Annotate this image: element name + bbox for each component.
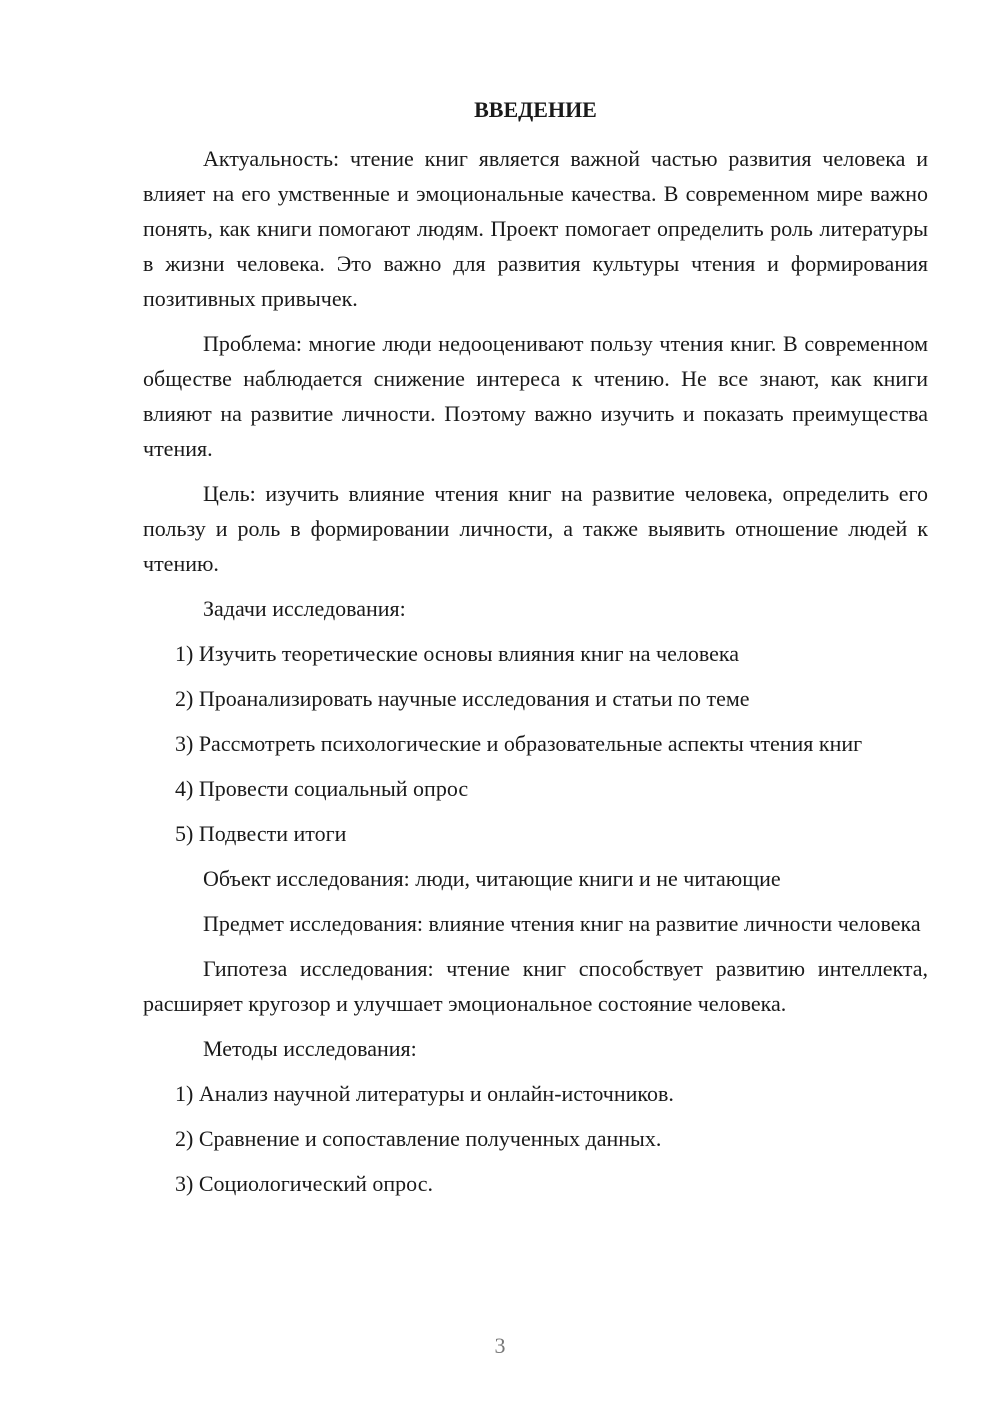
- document-page: [143, 92, 928, 1211]
- problem-paragraph: Проблема: многие люди недооценивают пользу чтения книг. В современном обществе наблюдается снижение интереса к чтению. Не все знают, как книги влияют на развитие личности. Поэтому важно изучить и показать преимущества чтения.: [143, 331, 928, 461]
- hypothesis-paragraph: Гипотеза исследования: чтение книг способствует развитию интеллекта, расширяет кругозор и улучшает эмоциональное состояние человека.: [143, 956, 928, 1016]
- task-item-4: 4) Провести социальный опрос: [175, 776, 469, 801]
- methods-heading: Методы исследования:: [203, 1036, 417, 1061]
- object-paragraph: Объект исследования: люди, читающие книги и не читающие: [203, 866, 781, 891]
- subject-paragraph: Предмет исследования: влияние чтения книг на развитие личности человека: [203, 911, 921, 936]
- method-item-3: 3) Социологический опрос.: [175, 1171, 433, 1196]
- task-item-5: 5) Подвести итоги: [175, 821, 347, 846]
- page-number: 3: [494, 1333, 506, 1358]
- relevance-paragraph: Актуальность: чтение книг является важной частью развития человека и влияет на его умственные и эмоциональные качества. В современном мире важно понять, как книги помогают людям. Проект помогает определить роль литературы в жизни человека. Это важно для развития культуры чтения и формирования позитивных привычек.: [143, 146, 928, 311]
- method-item-2: 2) Сравнение и сопоставление полученных данных.: [175, 1126, 662, 1151]
- task-item-1: 1) Изучить теоретические основы влияния книг на человека: [175, 641, 739, 666]
- page-title: ВВЕДЕНИЕ: [474, 97, 597, 122]
- method-item-1: 1) Анализ научной литературы и онлайн-источников.: [175, 1081, 674, 1106]
- task-item-3: 3) Рассмотреть психологические и образовательные аспекты чтения книг: [175, 731, 863, 756]
- goal-paragraph: Цель: изучить влияние чтения книг на развитие человека, определить его пользу и роль в формировании личности, а также выявить отношение людей к чтению.: [143, 481, 928, 576]
- task-item-2: 2) Проанализировать научные исследования и статьи по теме: [175, 686, 750, 711]
- tasks-heading: Задачи исследования:: [203, 596, 406, 621]
